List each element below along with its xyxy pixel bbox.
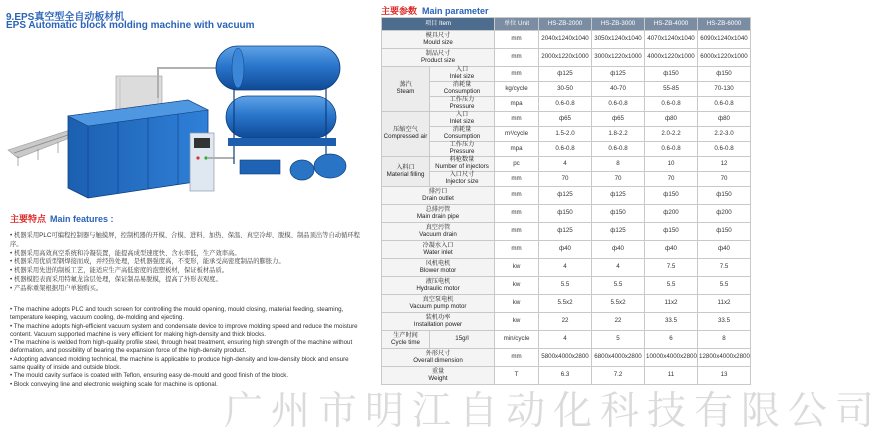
cell: ф150 <box>539 205 592 223</box>
row-unit: kw <box>495 259 539 277</box>
row-label: 入口 Inlet size <box>430 112 495 127</box>
features-heading-en: Main features : <box>50 214 114 224</box>
cell: 70 <box>698 172 751 187</box>
cell: 7.5 <box>698 259 751 277</box>
cell: ф150 <box>698 187 751 205</box>
group-label: 入料口 Material filling <box>382 157 430 187</box>
cell: 33.5 <box>698 313 751 331</box>
cell: 11x2 <box>698 295 751 313</box>
cell: 6000x1220x1000 <box>698 49 751 67</box>
row-unit: mm <box>495 349 539 367</box>
cell: ф150 <box>645 67 698 82</box>
row-unit: mm <box>495 67 539 82</box>
cell: 10 <box>645 157 698 172</box>
cell: ф40 <box>539 241 592 259</box>
table-row <box>382 67 751 82</box>
table-row <box>382 205 751 223</box>
cell: 6800x4000x2800 <box>592 349 645 367</box>
company-watermark: 广州市明江自动化科技有限公司 <box>224 390 882 433</box>
feature-en-item: • The machine adopts PLC and touch screen for controlling the mould opening, mould closing, material feeding, steaming, temperature keeping, vacuum cooling, de-molding and ejecting. <box>10 306 344 322</box>
cell: 8 <box>592 157 645 172</box>
feature-en-item: • The machine is welded from high-quality profile steel, through heat treatment, ensuring high strength of the machine without deformation, and possibility of bearing the expansion force of the high-density product. <box>10 339 353 355</box>
cell: 5 <box>592 331 645 349</box>
row-unit: mm <box>495 112 539 127</box>
cell: 33.5 <box>645 313 698 331</box>
feature-cn-item: • 机器采用高效真空系统和冷凝装置，能提高成型速度快、含水率低，生产效率高。 <box>10 249 241 257</box>
cell: 4070x1240x1040 <box>645 31 698 49</box>
cell: 1.5-2.0 <box>539 127 592 142</box>
row-label: 风机电机 Blower motor <box>382 259 495 277</box>
row-label: 生产时间 Cycle time <box>382 331 430 349</box>
row-unit: mm <box>495 187 539 205</box>
cell: 40-70 <box>592 82 645 97</box>
row-label: 总排污管 Main drain pipe <box>382 205 495 223</box>
row-unit: mm <box>495 172 539 187</box>
cell: ф150 <box>645 187 698 205</box>
row-label: 料枪数量 Number of injectors <box>430 157 495 172</box>
cell: 13 <box>698 367 751 385</box>
cell: ф80 <box>698 112 751 127</box>
table-row <box>382 142 751 157</box>
parameter-table <box>381 17 751 385</box>
cell: 22 <box>539 313 592 331</box>
table-row <box>382 31 751 49</box>
row-label: 真空泵电机 Vacuum pump motor <box>382 295 495 313</box>
cell: 70 <box>539 172 592 187</box>
cell: ф65 <box>539 112 592 127</box>
table-row <box>382 349 751 367</box>
cell: 4 <box>539 331 592 349</box>
feature-cn-item: • 机器模腔表面采用特氟龙涂层处理，保证制品易脱模，提高了外形表观度。 <box>10 275 222 283</box>
cell: 3000x1220x1000 <box>592 49 645 67</box>
features-list-cn <box>10 232 362 294</box>
parameter-heading <box>381 4 489 17</box>
cell: 6.3 <box>539 367 592 385</box>
row-label: 真空污管 Vacuum drain <box>382 223 495 241</box>
cell: 12800x4000x2800 <box>698 349 751 367</box>
cell: 6090x1240x1040 <box>698 31 751 49</box>
table-row <box>382 97 751 112</box>
cell: 5.5x2 <box>539 295 592 313</box>
cell: ф65 <box>592 112 645 127</box>
table-row <box>382 259 751 277</box>
table-row <box>382 127 751 142</box>
features-list-en <box>10 306 364 389</box>
cell: 70-130 <box>698 82 751 97</box>
row-label: 入口尺寸 Injector size <box>430 172 495 187</box>
cell: ф125 <box>592 67 645 82</box>
cell: ф125 <box>592 187 645 205</box>
row-unit: mpa <box>495 142 539 157</box>
cell: 12 <box>698 157 751 172</box>
feature-en-item: • The mould cavity surface is coated with Teflon, ensuring easy de-mould and good finish of the block. <box>10 372 289 380</box>
group-label: 蒸汽 Steam <box>382 67 430 112</box>
row-unit: kg/cycle <box>495 82 539 97</box>
cell: ф150 <box>645 223 698 241</box>
feature-en-item: • Adopting advanced molding technical, the machine is applicable to produce high-density and low-density block and ensure same quality of inside and outside block. <box>10 355 349 372</box>
row-unit: mm <box>495 241 539 259</box>
parameter-section <box>381 0 750 443</box>
row-unit: mm <box>495 223 539 241</box>
features-heading-cn: 主要特点 <box>10 214 47 224</box>
group-label: 压缩空气 Compressed air <box>382 112 430 157</box>
cell: 11x2 <box>645 295 698 313</box>
cell: 4000x1220x1000 <box>645 49 698 67</box>
row-label: 消耗量 Consumption <box>430 127 495 142</box>
cell: 2.2-3.0 <box>698 127 751 142</box>
header-unit: 单位 Unit <box>495 18 539 31</box>
table-row <box>382 82 751 97</box>
cell: 10000x4000x2800 <box>645 349 698 367</box>
table-row <box>382 313 751 331</box>
row-unit: m³/cycle <box>495 127 539 142</box>
cell: 5800x4000x2800 <box>539 349 592 367</box>
cell: ф40 <box>592 241 645 259</box>
table-row <box>382 187 751 205</box>
feature-cn-item: • 机器采用PLC可编程控制器与触摸屏，控制机器的开模、合模、进料、加热、保温、真空冷却、脱模、制品顶出等自动循环程序。 <box>10 232 360 248</box>
cell: ф150 <box>592 205 645 223</box>
table-row <box>382 331 751 349</box>
row-unit: T <box>495 367 539 385</box>
cell: 0.6-0.8 <box>592 97 645 112</box>
row-label: 排污口 Drain outlet <box>382 187 495 205</box>
feature-en-item: • Block conveying line and electronic weighing scale for machine is optional. <box>10 380 218 388</box>
cell: ф150 <box>698 223 751 241</box>
table-header-row <box>382 18 751 31</box>
cell: 6 <box>645 331 698 349</box>
row-label: 工作压力 Pressure <box>430 142 495 157</box>
cell: 3050x1240x1040 <box>592 31 645 49</box>
cell: 5.5 <box>539 277 592 295</box>
table-row <box>382 241 751 259</box>
cell: 30-50 <box>539 82 592 97</box>
table-row <box>382 277 751 295</box>
cell: 2.0-2.2 <box>645 127 698 142</box>
cell: 55-85 <box>645 82 698 97</box>
header-model: HS-ZB-3000 <box>592 18 645 31</box>
cell: 0.6-0.8 <box>645 97 698 112</box>
row-label: 重量 Weight <box>382 367 495 385</box>
row-unit: mpa <box>495 97 539 112</box>
cell: 8 <box>698 331 751 349</box>
cell: 2000x1220x1000 <box>539 49 592 67</box>
cell: ф125 <box>539 67 592 82</box>
row-label: 模具尺寸 Mould size <box>382 31 495 49</box>
header-item: 项目 Item <box>382 18 495 31</box>
row-label: 外形尺寸 Overall dimension <box>382 349 495 367</box>
cell: 22 <box>592 313 645 331</box>
cell: 7.5 <box>645 259 698 277</box>
cell: 0.6-0.8 <box>539 142 592 157</box>
row-label: 装机功率 Installation power <box>382 313 495 331</box>
row-unit: kw <box>495 277 539 295</box>
header-model: HS-ZB-2000 <box>539 18 592 31</box>
row-label: 工作压力 Pressure <box>430 97 495 112</box>
cell: 4 <box>592 259 645 277</box>
cell: ф40 <box>698 241 751 259</box>
cell: 70 <box>592 172 645 187</box>
cell: 0.6-0.8 <box>645 142 698 157</box>
row-unit: mm <box>495 31 539 49</box>
cell: ф80 <box>645 112 698 127</box>
feature-cn-item: • 机器采用优质型钢焊接而成，并经热处理，是机器强度高，不变形，能承受高密度制品的膨胀力。 <box>10 258 285 266</box>
header-model: HS-ZB-4000 <box>645 18 698 31</box>
row-unit: pc <box>495 157 539 172</box>
row-label: 液压电机 Hydraulic motor <box>382 277 495 295</box>
features-heading <box>10 212 114 225</box>
table-row <box>382 112 751 127</box>
cell: 5.5 <box>698 277 751 295</box>
cell: 5.5x2 <box>592 295 645 313</box>
row-unit: mm <box>495 205 539 223</box>
row-unit: kw <box>495 313 539 331</box>
row-label: 冷凝水入口 Water inlet <box>382 241 495 259</box>
row-label: 入口 Inlet size <box>430 67 495 82</box>
cell: ф40 <box>645 241 698 259</box>
cell: 70 <box>645 172 698 187</box>
cell: 0.6-0.8 <box>539 97 592 112</box>
table-row <box>382 223 751 241</box>
parameter-heading-cn: 主要参数 <box>381 6 418 16</box>
feature-cn-item: • 产品称重架根据用户单独购买。 <box>10 284 103 292</box>
cell: ф125 <box>592 223 645 241</box>
cell: 2040x1240x1040 <box>539 31 592 49</box>
parameter-heading-en: Main parameter <box>422 6 489 16</box>
product-title-cn: 9.EPS真空型全自动板材机 <box>6 12 125 23</box>
cell: ф200 <box>698 205 751 223</box>
row-label: 消耗量 Consumption <box>430 82 495 97</box>
row-label: 制品尺寸 Product size <box>382 49 495 67</box>
cell: 7.2 <box>592 367 645 385</box>
cell: ф200 <box>645 205 698 223</box>
row-note: 15g/l <box>430 331 495 349</box>
cell: ф125 <box>539 187 592 205</box>
row-unit: kw <box>495 295 539 313</box>
product-title-en: EPS Automatic block molding machine with vacuum <box>6 20 255 31</box>
table-row <box>382 49 751 67</box>
cell: 0.6-0.8 <box>698 97 751 112</box>
cell: 0.6-0.8 <box>592 142 645 157</box>
machine-photo <box>8 38 360 206</box>
product-description <box>6 0 364 443</box>
cell: 5.5 <box>645 277 698 295</box>
feature-cn-item: • 机器采用先进的制板工艺，能适应生产高低密度的泡塑板材，保证板材品质。 <box>10 267 229 275</box>
row-unit: min/cycle <box>495 331 539 349</box>
cell: ф125 <box>539 223 592 241</box>
table-row <box>382 367 751 385</box>
cell: 1.8-2.2 <box>592 127 645 142</box>
cell: 0.6-0.8 <box>698 142 751 157</box>
cell: 4 <box>539 157 592 172</box>
table-row <box>382 172 751 187</box>
feature-en-item: • The machine adopts high-efficient vacuum system and condensate device to improve molding speed and reduce the moisture content. Vacuum supported machine is very efficient for making high-density and thick blocks. <box>10 322 358 338</box>
header-model: HS-ZB-6000 <box>698 18 751 31</box>
cell: 4 <box>539 259 592 277</box>
row-unit: mm <box>495 49 539 67</box>
table-row <box>382 157 751 172</box>
cell: ф150 <box>698 67 751 82</box>
cell: 11 <box>645 367 698 385</box>
cell: 5.5 <box>592 277 645 295</box>
table-row <box>382 295 751 313</box>
